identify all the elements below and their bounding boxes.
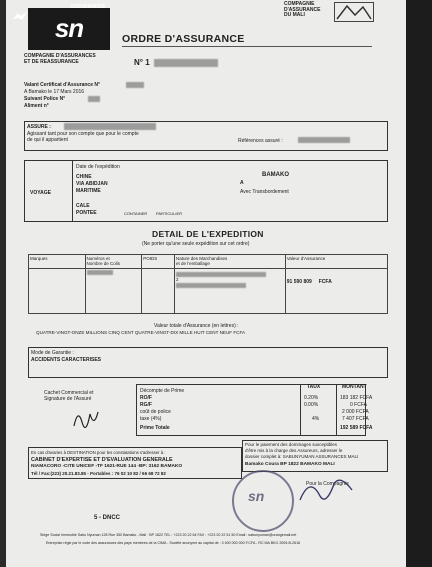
- col-poids: POIDS: [142, 255, 175, 269]
- prime-row-label: RO/F: [140, 395, 152, 401]
- pontee: PONTEE: [76, 210, 97, 216]
- cell-numeros: [85, 269, 142, 314]
- bird-icon: [12, 10, 28, 26]
- detail-subtitle: (Ne porter qu'une seule expédition sur cet ordre): [142, 241, 250, 247]
- garantie-value: ACCIDENTS CARACTERISES: [31, 357, 102, 363]
- col-montant: MONTANT: [342, 384, 367, 390]
- prime-row-montant: 192 589 FCFA: [340, 425, 373, 431]
- particulier: PARTICULIER: [156, 211, 183, 216]
- container: CONTAINER: [124, 211, 148, 216]
- pour-compagnie: Pour la Compagnie: [306, 481, 349, 487]
- transport-mode: MARITIME: [76, 188, 101, 194]
- prime-row-montant: 7 407 FCFA: [342, 416, 369, 422]
- assure-label: ASSURE :: [27, 124, 51, 130]
- origin: CHINE: [76, 174, 92, 180]
- prime-div2: [336, 384, 337, 436]
- background-shadow: [406, 0, 432, 567]
- row-number: 2: [176, 277, 179, 282]
- company-stamp: [232, 470, 294, 532]
- insured-value: 91 590 809: [286, 279, 312, 285]
- right-logo: [334, 2, 374, 22]
- cell-nature: [175, 269, 286, 314]
- destination: BAMAKO: [262, 172, 289, 178]
- cell-valeur: [285, 269, 387, 314]
- ref-assure-label: Références assuré :: [238, 138, 283, 144]
- document-page: [6, 0, 406, 567]
- cabinet-address: NIAMACORO -CITE UNICEF -TF 1621-RUE 144 -BP: 3162 BAMAKO: [31, 464, 183, 469]
- valeur-label: Valeur totale d'Assurance (en lettres) :: [154, 323, 239, 329]
- a-label: A: [240, 180, 244, 186]
- col-valeur: Valeur d'Assurance: [285, 255, 387, 269]
- assure-line3: de qui il appartient: [27, 137, 68, 143]
- prime-row-label: taxe (4%): [140, 416, 162, 422]
- stamp-logo: sn: [248, 488, 265, 504]
- prime-row-taux: 4%: [312, 416, 320, 422]
- prime-row-montant: 0 FCFA: [350, 402, 367, 408]
- prime-row-taux: 0.20%: [304, 395, 319, 401]
- col-marques: Marques: [29, 255, 86, 269]
- prime-row-label: RG/F: [140, 402, 152, 408]
- cell-marques: [29, 269, 86, 314]
- cachet-label: Cachet Commercial et Signature de l'Assuré: [44, 390, 94, 402]
- order-number-redacted: [154, 59, 218, 67]
- signature: [70, 404, 100, 439]
- detail-table: [28, 254, 388, 314]
- cabinet-name: CABINET D'EXPERTISE ET D'EVALUATION GENERALE: [31, 457, 173, 463]
- document-title: ORDRE D'ASSURANCE: [122, 33, 245, 45]
- cert-redacted: [126, 82, 144, 88]
- date-expedition-label: Date de l'expédition: [76, 164, 120, 170]
- ref-redacted: [298, 137, 350, 143]
- paiement-line4: Bamako Coura BP 1822 BAMAKO MALI: [245, 462, 335, 467]
- garantie-label: Mode de Garantie :: [31, 350, 74, 356]
- prime-row-montant: 183 182 FCFA: [340, 395, 373, 401]
- prime-row-taux: 0.00%: [304, 402, 319, 408]
- police-redacted: [88, 96, 100, 102]
- via: VIA ABIDJAN: [76, 181, 108, 187]
- assure-line2: Agissant tant pour son compte que pour le compte: [27, 131, 139, 137]
- cert-date: A Bamako le 17 Mars 2016: [24, 89, 85, 95]
- entreprise-footer: Entreprise régie par le code des assurances des pays membres de la CIMA - Société anonyme au capital de : 3 400 000 000 F.CFA - RC MA BKO 2009-B-2616: [46, 541, 301, 545]
- police-line: Suivant Police N°: [24, 96, 66, 102]
- company-logo: sn: [28, 8, 110, 50]
- valeur-text: QUATRE-VINGT-ONZE MILLIONS CINQ CENT QUATRE-VINGT-DIX MILLE HUIT CENT NEUF FCFA: [36, 330, 246, 335]
- prime-row-label: Prime Totale: [140, 425, 170, 431]
- voyage-label: VOYAGE: [30, 190, 51, 196]
- right-brand: COMPAGNIE D'ASSURANCE DU MALI: [284, 1, 321, 18]
- dncc-label: 5 - DNCC: [94, 515, 121, 521]
- detail-title: DETAIL DE L'EXPEDITION: [152, 229, 264, 239]
- assure-redacted: [64, 123, 156, 130]
- cell-poids: [142, 269, 175, 314]
- director-signature: [296, 470, 356, 515]
- cert-line: Valant Certificat d'Assurance N°: [24, 82, 100, 88]
- avarie-line1: En cas d'avaries à DESTINATION pour les constatations s'adresser à :: [31, 450, 166, 455]
- company-name: COMPAGNIE D'ASSURANCES ET DE REASSURANCE: [24, 53, 96, 65]
- aliment-line: Aliment n°: [24, 103, 49, 109]
- voyage-divider: [72, 160, 73, 222]
- prime-row-montant: 2 000 FCFA: [342, 409, 369, 415]
- col-numeros: Numéros et Nombre de Colis: [85, 255, 142, 269]
- prime-row-label: Décompte de Prime: [140, 388, 185, 394]
- title-underline: [122, 46, 372, 47]
- paiement-line1: Pour le paiement des dommages susceptibles: [245, 442, 338, 447]
- transbordement: Avec Transbordement: [240, 189, 289, 195]
- prime-div1: [300, 384, 301, 436]
- order-number-label: N° 1: [134, 58, 150, 67]
- prime-row-label: coût de police: [140, 409, 171, 415]
- paiement-line2: d'être mis à la charge des Assureurs, adresser le: [245, 448, 343, 453]
- cabinet-tel: Tél / Fax:(223) 20.21.83.85 - Portables : 76 02 10 82 / 66 68 72 82: [31, 471, 166, 476]
- paiement-line3: dossier complet à: SABUNYUMAN ASSURANCES MALI: [245, 454, 359, 459]
- insured-currency: FCFA: [318, 279, 332, 285]
- siege-footer: Siège Social Immeuble Sabu Nyuman 128 Rue 350 Bamako - Mali · BP 1822 TEL : +223 20 22 64 FAX : +223 20 22 51 50 Email : sabunyuman@orangemali.net: [40, 533, 297, 537]
- col-taux: TAUX: [307, 384, 321, 390]
- col-nature: Nature des Marchandises et de l'emballage: [175, 255, 286, 269]
- cale: CALE: [76, 203, 90, 209]
- logo-tag: ASSURANCES: [70, 4, 106, 10]
